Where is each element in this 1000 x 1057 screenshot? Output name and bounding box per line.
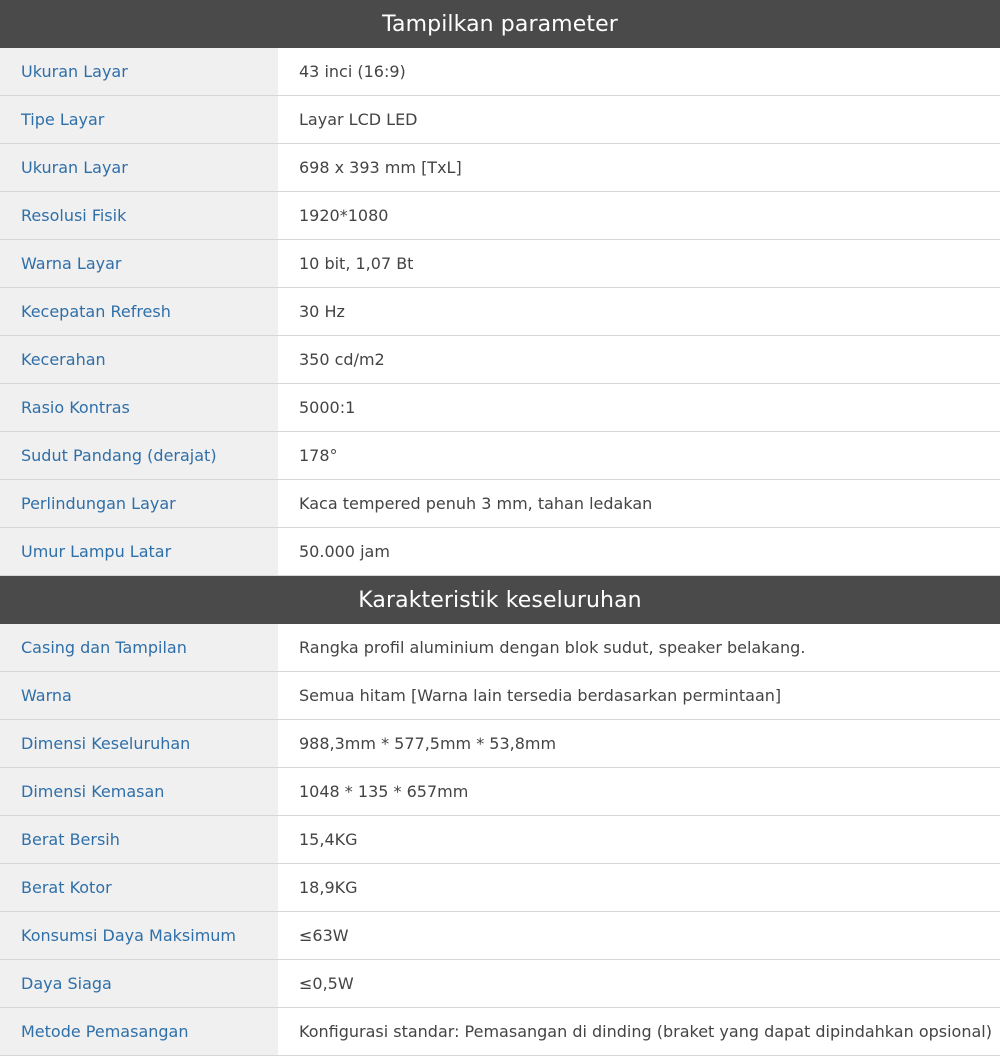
spec-row — [0, 144, 1000, 192]
spec-value: 178° — [278, 432, 1000, 479]
spec-label: Konsumsi Daya Maksimum — [0, 912, 278, 959]
spec-value: Semua hitam [Warna lain tersedia berdasarkan permintaan] — [278, 672, 1000, 719]
spec-value: 50.000 jam — [278, 528, 1000, 575]
spec-value: 15,4KG — [278, 816, 1000, 863]
spec-value: Konfigurasi standar: Pemasangan di dinding (braket yang dapat dipindahkan opsional) — [278, 1008, 1000, 1055]
spec-row — [0, 384, 1000, 432]
spec-row — [0, 768, 1000, 816]
spec-value: 698 x 393 mm [TxL] — [278, 144, 1000, 191]
spec-label: Daya Siaga — [0, 960, 278, 1007]
spec-row — [0, 1008, 1000, 1056]
spec-label: Dimensi Kemasan — [0, 768, 278, 815]
spec-value: 1920*1080 — [278, 192, 1000, 239]
spec-label: Umur Lampu Latar — [0, 528, 278, 575]
spec-label: Kecerahan — [0, 336, 278, 383]
spec-value: 18,9KG — [278, 864, 1000, 911]
spec-label: Berat Kotor — [0, 864, 278, 911]
spec-label: Sudut Pandang (derajat) — [0, 432, 278, 479]
spec-row — [0, 912, 1000, 960]
spec-row — [0, 528, 1000, 576]
spec-label: Dimensi Keseluruhan — [0, 720, 278, 767]
spec-value: 30 Hz — [278, 288, 1000, 335]
spec-value: ≤0,5W — [278, 960, 1000, 1007]
spec-label: Casing dan Tampilan — [0, 624, 278, 671]
spec-row — [0, 624, 1000, 672]
spec-value: ≤63W — [278, 912, 1000, 959]
spec-row — [0, 432, 1000, 480]
spec-value: Rangka profil aluminium dengan blok sudut, speaker belakang. — [278, 624, 1000, 671]
section-header-display-parameters — [0, 0, 1000, 48]
spec-row — [0, 720, 1000, 768]
spec-label: Tipe Layar — [0, 96, 278, 143]
spec-value: 1048 * 135 * 657mm — [278, 768, 1000, 815]
spec-label: Berat Bersih — [0, 816, 278, 863]
spec-row — [0, 672, 1000, 720]
spec-row — [0, 816, 1000, 864]
spec-row — [0, 192, 1000, 240]
spec-value: 350 cd/m2 — [278, 336, 1000, 383]
spec-label: Ukuran Layar — [0, 48, 278, 95]
spec-row — [0, 48, 1000, 96]
spec-row — [0, 96, 1000, 144]
section-header-overall-characteristics — [0, 576, 1000, 624]
spec-value: 5000:1 — [278, 384, 1000, 431]
spec-label: Resolusi Fisik — [0, 192, 278, 239]
spec-label: Metode Pemasangan — [0, 1008, 278, 1055]
spec-value: Kaca tempered penuh 3 mm, tahan ledakan — [278, 480, 1000, 527]
spec-row — [0, 288, 1000, 336]
section-title: Karakteristik keseluruhan — [358, 587, 642, 613]
spec-row — [0, 480, 1000, 528]
spec-row — [0, 864, 1000, 912]
spec-label: Ukuran Layar — [0, 144, 278, 191]
spec-label: Perlindungan Layar — [0, 480, 278, 527]
spec-row — [0, 240, 1000, 288]
spec-row — [0, 336, 1000, 384]
spec-label: Warna Layar — [0, 240, 278, 287]
spec-value: 988,3mm * 577,5mm * 53,8mm — [278, 720, 1000, 767]
spec-value: 10 bit, 1,07 Bt — [278, 240, 1000, 287]
spec-value: Layar LCD LED — [278, 96, 1000, 143]
spec-row — [0, 960, 1000, 1008]
spec-label: Warna — [0, 672, 278, 719]
spec-label: Kecepatan Refresh — [0, 288, 278, 335]
spec-value: 43 inci (16:9) — [278, 48, 1000, 95]
section-title: Tampilkan parameter — [382, 11, 618, 37]
spec-label: Rasio Kontras — [0, 384, 278, 431]
